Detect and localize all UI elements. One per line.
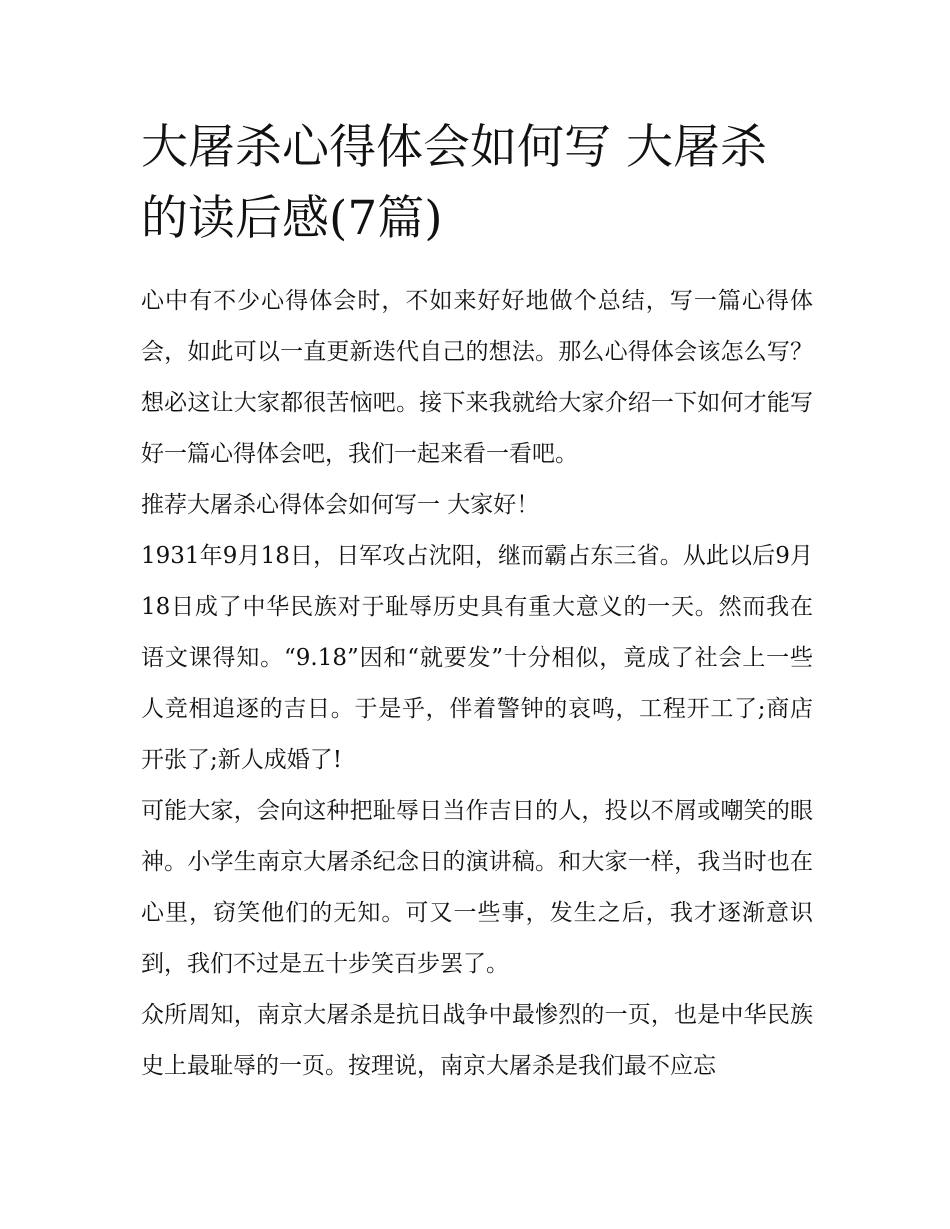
paragraph-history: 1931年9月18日，日军攻占沈阳，继而霸占东三省。从此以后9月18日成了中华民族对于耻辱历史具有重大意义的一天。然而我在语文课得知。“9.18”因和“就要发”十分相似，竟成了社会上一些人竞相追逐的吉日。于是乎，伴着警钟的哀鸣，工程开工了;商店开张了;新人成婚了! <box>141 543 813 773</box>
paragraph-intro: 心中有不少心得体会时，不如来好好地做个总结，写一篇心得体会，如此可以一直更新迭代自己的想法。那么心得体会该怎么写？想必这让大家都很苦恼吧。接下来我就给大家介绍一下如何才能写好一篇心得体会吧，我们一起来看一看吧。 <box>141 288 813 467</box>
document-page <box>141 112 813 1092</box>
paragraph-reflection: 可能大家，会向这种把耻辱日当作吉日的人，投以不屑或嘲笑的眼神。小学生南京大屠杀纪念日的演讲稿。和大家一样，我当时也在心里，窃笑他们的无知。可又一些事，发生之后，我才逐渐意识到，我们不过是五十步笑百步罢了。 <box>141 798 813 977</box>
paragraph-recommendation: 推荐大屠杀心得体会如何写一 大家好！ <box>141 492 540 518</box>
document-body <box>141 276 813 1092</box>
document-title: 大屠杀心得体会如何写 大屠杀的读后感(7篇) <box>141 120 767 246</box>
paragraph-nanjing: 众所周知，南京大屠杀是抗日战争中最惨烈的一页，也是中华民族史上最耻辱的一页。按理说，南京大屠杀是我们最不应忘 <box>141 1002 813 1079</box>
